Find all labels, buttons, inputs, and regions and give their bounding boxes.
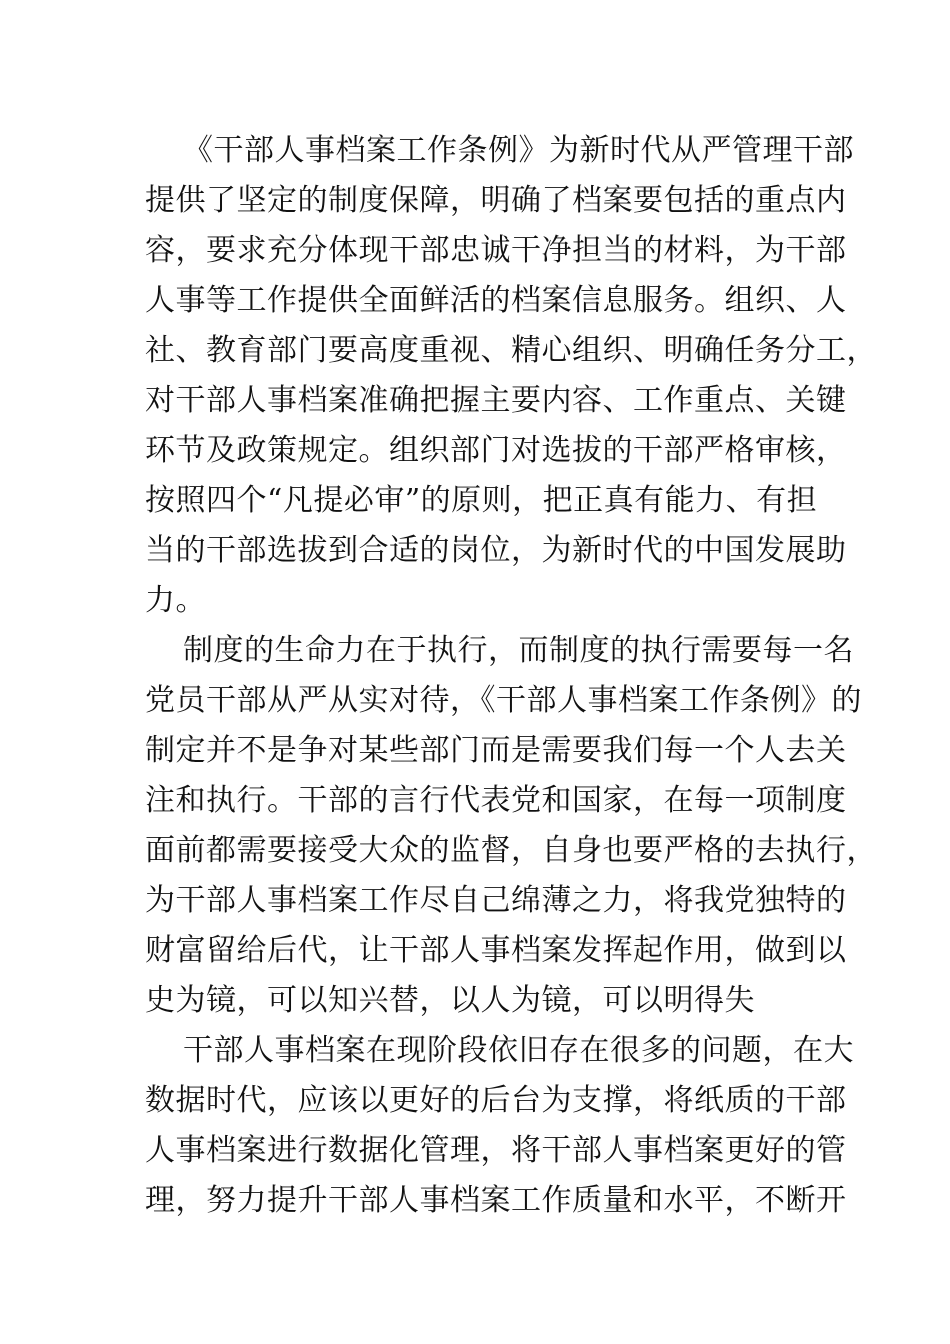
paragraph-2-line-6: 为干部人事档案工作尽自己绵薄之力，将我党独特的 [145, 883, 847, 918]
paragraph-2-line-1: 制度的生命力在于执行，而制度的执行需要每一名 [183, 633, 854, 668]
paragraph-2-line-2: 党员干部从严从实对待，《干部人事档案工作条例》的 [145, 683, 862, 718]
paragraph-1-line-1: 《干部人事档案工作条例》为新时代从严管理干部 [183, 133, 854, 168]
paragraph-1-line-8: 按照四个“凡提必审”的原则，把正真有能力、有担 [145, 483, 818, 518]
paragraph-1-line-10: 力。 [145, 583, 206, 618]
paragraph-1-line-6: 对干部人事档案准确把握主要内容、工作重点、关键 [145, 383, 847, 418]
paragraph-2-line-7: 财富留给后代，让干部人事档案发挥起作用，做到以 [145, 933, 847, 968]
paragraph-2-line-4: 注和执行。干部的言行代表党和国家，在每一项制度 [145, 783, 847, 818]
paragraph-3-line-1: 干部人事档案在现阶段依旧存在很多的问题，在大 [183, 1033, 854, 1068]
paragraph-1-line-7: 环节及政策规定。组织部门对选拔的干部严格审核， [145, 433, 847, 468]
paragraph-3-line-4: 理，努力提升干部人事档案工作质量和水平，不断开 [145, 1183, 847, 1218]
paragraph-2-line-3: 制定并不是争对某些部门而是需要我们每一个人去关 [145, 733, 847, 768]
paragraph-1-line-3: 容，要求充分体现干部忠诚干净担当的材料，为干部 [145, 233, 847, 268]
paragraph-1-line-2: 提供了坚定的制度保障，明确了档案要包括的重点内 [145, 183, 847, 218]
paragraph-1-line-5: 社、教育部门要高度重视、精心组织、明确任务分工， [145, 333, 877, 368]
paragraph-2-line-5: 面前都需要接受大众的监督，自身也要严格的去执行， [145, 833, 877, 868]
paragraph-1-line-4: 人事等工作提供全面鲜活的档案信息服务。组织、人 [145, 283, 847, 318]
paragraph-1-line-9: 当的干部选拔到合适的岗位，为新时代的中国发展助 [145, 533, 847, 568]
paragraph-3-line-3: 人事档案进行数据化管理，将干部人事档案更好的管 [145, 1133, 847, 1168]
paragraph-2-line-8: 史为镜，可以知兴替，以人为镜，可以明得失 [145, 983, 755, 1018]
paragraph-3-line-2: 数据时代，应该以更好的后台为支撑，将纸质的干部 [145, 1083, 847, 1118]
